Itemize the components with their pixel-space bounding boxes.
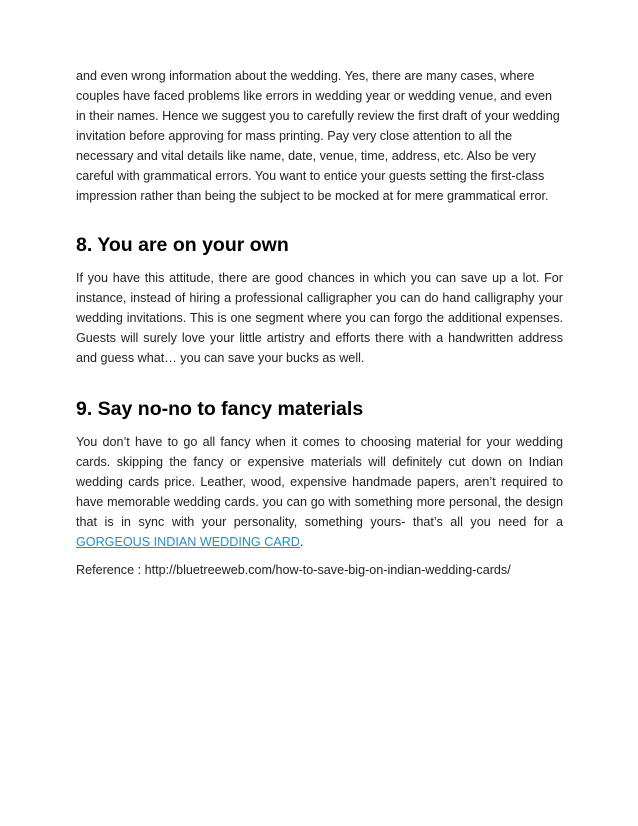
section-8-paragraph: If you have this attitude, there are good chances in which you can save up a lot. For instance, instead of hiring a professional calligrapher you can do hand calligraphy your wedding invitations. This is one segment where you can forgo the additional expenses. Guests will surely love your little artistry and efforts there with a handwritten address and guess what… you can save your bucks as well. <box>76 271 563 365</box>
document-page <box>76 66 563 580</box>
section-9-period: . <box>299 535 304 549</box>
section-9-paragraph <box>76 432 563 552</box>
intro-paragraph: and even wrong information about the wedding. Yes, there are many cases, where couples have faced problems like errors in wedding year or wedding venue, and even in their names. Hence we suggest you to carefully review the first draft of your wedding invitation before approving for mass printing. Pay very close attention to all the necessary and vital details like name, date, venue, time, address, etc. Also be very careful with grammatical errors. You want to entice your guests setting the first-class impression rather than being the subject to be mocked at for mere grammatical error. <box>76 69 560 203</box>
reference-line: Reference : http://bluetreeweb.com/how-to-save-big-on-indian-wedding-cards/ <box>76 563 511 577</box>
wedding-card-link[interactable]: GORGEOUS INDIAN WEDDING CARD <box>76 535 300 549</box>
section-9-heading: 9. Say no-no to fancy materials <box>76 398 364 420</box>
section-9-text: You don’t have to go all fancy when it comes to choosing material for your wedding cards. skipping the fancy or expensive materials will definitely cut down on Indian wedding cards price. Leather, wood, expensive handmade papers, aren’t required to have memorable wedding cards. you can go with something more personal, the design that is in sync with your personality, something yours- that’s all you need for a <box>76 435 563 529</box>
section-8-heading: 8. You are on your own <box>76 234 289 256</box>
